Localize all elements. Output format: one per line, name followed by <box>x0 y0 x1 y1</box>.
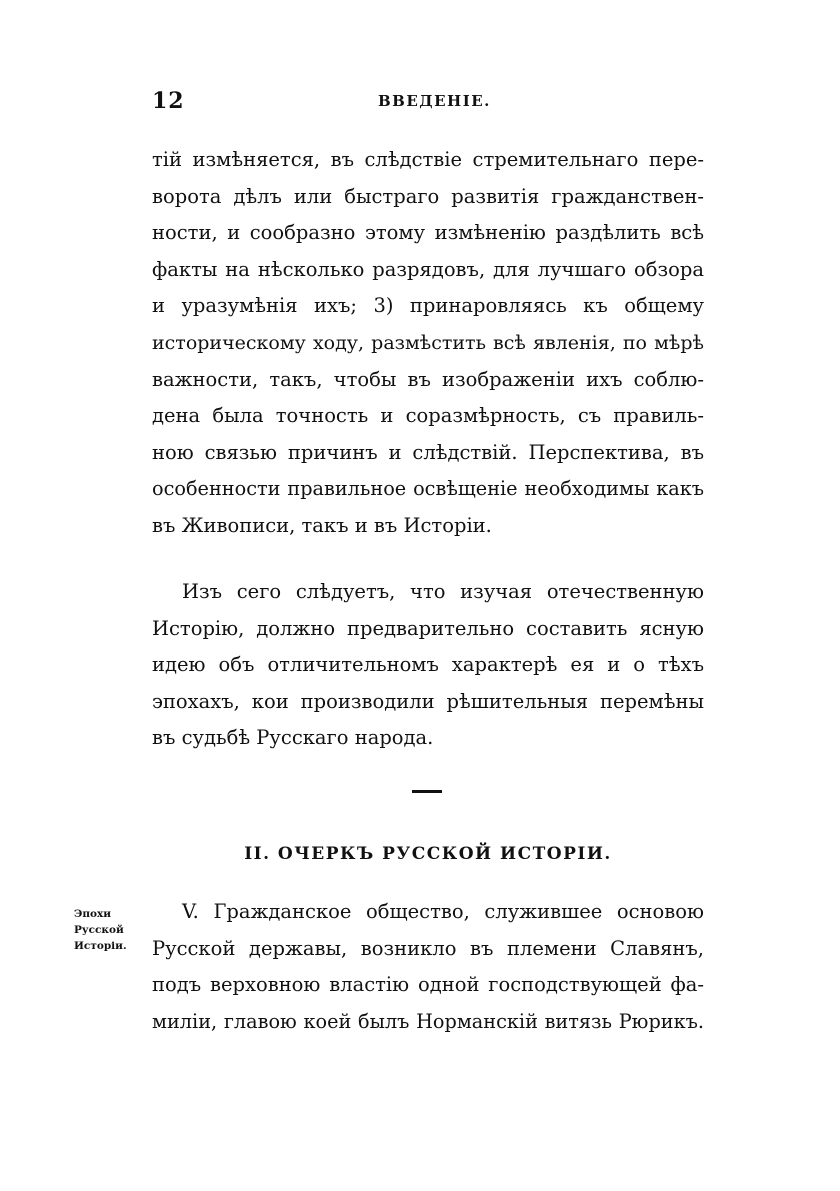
margin-note <box>74 906 150 954</box>
text-line: дена была точность и соразмѣрность, съ правиль- <box>152 404 704 428</box>
text-line: и уразумѣнія ихъ; 3) принаровляясь къ общему <box>152 294 704 318</box>
margin-note-line: Эпохи <box>74 908 112 920</box>
text-line: факты на нѣсколько разрядовъ, для лучшаго обзора <box>152 257 704 281</box>
text-line: ною связью причинъ и слѣдствій. Перспектива, въ <box>152 440 704 464</box>
text-line: подъ верховною властію одной господствующей фа- <box>152 973 704 997</box>
text-line: въ судьбѣ Русскаго народа. <box>152 726 434 750</box>
text-line: идею объ отличительномъ характерѣ ея и о тѣхъ <box>152 653 704 677</box>
text-line: важности, такъ, чтобы въ изображеніи ихъ соблю- <box>152 367 704 391</box>
text-line: особенности правильное освѣщеніе необходимы какъ <box>152 477 704 501</box>
margin-note-line: Исторіи. <box>74 940 127 952</box>
paragraph-section-v <box>152 894 704 1040</box>
paragraph-intro-continuation <box>152 142 704 545</box>
text-line: въ Живописи, такъ и въ Исторіи. <box>152 513 492 537</box>
margin-note-line: Русской <box>74 924 124 936</box>
text-line: тій измѣняется, въ слѣдствіе стремительнаго пере- <box>152 148 704 171</box>
text-line: миліи, главою коей былъ Норманскій витязь Рюрикъ. <box>152 1009 704 1033</box>
text-line: Исторію, должно предварительно составить ясную <box>152 616 704 640</box>
text-line: эпохахъ, кои производили рѣшительныя перемѣны <box>152 689 704 713</box>
running-head: ВВЕДЕНІЕ. <box>378 92 491 110</box>
paragraph-conclusion <box>152 574 704 757</box>
page-header <box>152 88 704 116</box>
section-separator-rule <box>412 790 442 793</box>
section-heading: II. ОЧЕРКЪ РУССКОЙ ИСТОРІИ. <box>244 844 612 864</box>
text-line: V. Гражданское общество, служившее основою <box>182 900 704 923</box>
text-line: ворота дѣлъ или быстраго развитія гражданствен- <box>152 184 704 208</box>
text-line: ности, и сообразно этому измѣненію раздѣлить всѣ <box>152 221 704 245</box>
text-line: историческому ходу, размѣстить всѣ явленія, по мѣрѣ <box>152 331 704 354</box>
text-line: Изъ сего слѣдуетъ, что изучая отечественную <box>182 580 704 603</box>
page-number: 12 <box>152 88 185 114</box>
text-line: Русской державы, возникло въ племени Славянъ, <box>152 936 704 960</box>
